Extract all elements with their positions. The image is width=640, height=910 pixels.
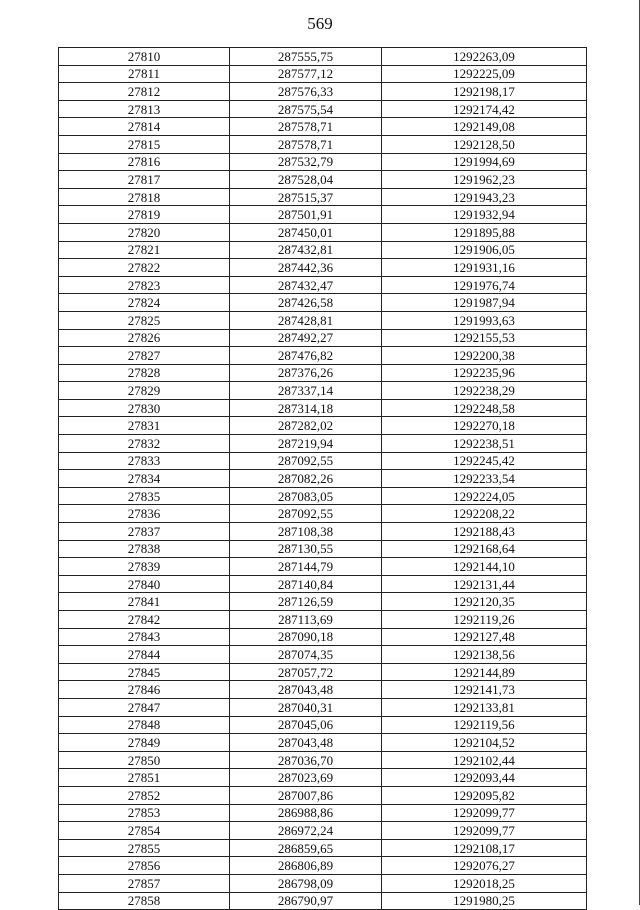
table-row xyxy=(59,65,587,83)
y-coordinate-cell: 1291994,69 xyxy=(382,153,587,171)
table-row xyxy=(59,523,587,541)
point-number-cell: 27830 xyxy=(59,399,230,417)
x-coordinate-cell: 287043,48 xyxy=(230,734,382,752)
x-coordinate-cell: 286859,65 xyxy=(230,839,382,857)
point-number-cell: 27839 xyxy=(59,558,230,576)
table-row xyxy=(59,153,587,171)
page-number: 569 xyxy=(307,14,333,33)
table-row xyxy=(59,734,587,752)
y-coordinate-cell: 1292120,35 xyxy=(382,593,587,611)
x-coordinate-cell: 287113,69 xyxy=(230,611,382,629)
x-coordinate-cell: 287376,26 xyxy=(230,364,382,382)
point-number-cell: 27841 xyxy=(59,593,230,611)
point-number-cell: 27834 xyxy=(59,470,230,488)
x-coordinate-cell: 286972,24 xyxy=(230,822,382,840)
y-coordinate-cell: 1292076,27 xyxy=(382,857,587,875)
y-coordinate-cell: 1292248,58 xyxy=(382,399,587,417)
point-number-cell: 27828 xyxy=(59,364,230,382)
point-number-cell: 27842 xyxy=(59,611,230,629)
x-coordinate-cell: 286790,97 xyxy=(230,892,382,910)
point-number-cell: 27824 xyxy=(59,294,230,312)
table-row xyxy=(59,399,587,417)
x-coordinate-cell: 287045,06 xyxy=(230,716,382,734)
table-row xyxy=(59,786,587,804)
table-row xyxy=(59,100,587,118)
point-number-cell: 27822 xyxy=(59,259,230,277)
point-number-cell: 27832 xyxy=(59,435,230,453)
x-coordinate-cell: 287432,81 xyxy=(230,241,382,259)
table-row xyxy=(59,364,587,382)
point-number-cell: 27829 xyxy=(59,382,230,400)
x-coordinate-cell: 287108,38 xyxy=(230,523,382,541)
point-number-cell: 27844 xyxy=(59,646,230,664)
y-coordinate-cell: 1291932,94 xyxy=(382,206,587,224)
point-number-cell: 27857 xyxy=(59,874,230,892)
y-coordinate-cell: 1292131,44 xyxy=(382,575,587,593)
y-coordinate-cell: 1292099,77 xyxy=(382,822,587,840)
table-row xyxy=(59,839,587,857)
point-number-cell: 27814 xyxy=(59,118,230,136)
x-coordinate-cell: 287428,81 xyxy=(230,311,382,329)
point-number-cell: 27823 xyxy=(59,276,230,294)
y-coordinate-cell: 1292174,42 xyxy=(382,100,587,118)
point-number-cell: 27835 xyxy=(59,487,230,505)
y-coordinate-cell: 1291987,94 xyxy=(382,294,587,312)
y-coordinate-cell: 1292270,18 xyxy=(382,417,587,435)
y-coordinate-cell: 1292155,53 xyxy=(382,329,587,347)
point-number-cell: 27810 xyxy=(59,48,230,66)
point-number-cell: 27853 xyxy=(59,804,230,822)
y-coordinate-cell: 1291895,88 xyxy=(382,223,587,241)
table-row xyxy=(59,716,587,734)
table-row xyxy=(59,698,587,716)
x-coordinate-cell: 287092,55 xyxy=(230,452,382,470)
table-row xyxy=(59,83,587,101)
table-row xyxy=(59,874,587,892)
x-coordinate-cell: 287515,37 xyxy=(230,188,382,206)
point-number-cell: 27855 xyxy=(59,839,230,857)
y-coordinate-cell: 1291962,23 xyxy=(382,171,587,189)
table-row xyxy=(59,822,587,840)
table-row xyxy=(59,171,587,189)
x-coordinate-cell: 287074,35 xyxy=(230,646,382,664)
point-number-cell: 27847 xyxy=(59,698,230,716)
point-number-cell: 27849 xyxy=(59,734,230,752)
table-row xyxy=(59,681,587,699)
table-row xyxy=(59,417,587,435)
point-number-cell: 27845 xyxy=(59,663,230,681)
y-coordinate-cell: 1292238,51 xyxy=(382,435,587,453)
table-row xyxy=(59,223,587,241)
x-coordinate-cell: 287492,27 xyxy=(230,329,382,347)
point-number-cell: 27812 xyxy=(59,83,230,101)
y-coordinate-cell: 1292138,56 xyxy=(382,646,587,664)
y-coordinate-cell: 1291976,74 xyxy=(382,276,587,294)
point-number-cell: 27833 xyxy=(59,452,230,470)
table-row xyxy=(59,259,587,277)
x-coordinate-cell: 287082,26 xyxy=(230,470,382,488)
table-row xyxy=(59,135,587,153)
x-coordinate-cell: 287432,47 xyxy=(230,276,382,294)
point-number-cell: 27816 xyxy=(59,153,230,171)
point-number-cell: 27851 xyxy=(59,769,230,787)
table-row xyxy=(59,751,587,769)
y-coordinate-cell: 1292108,17 xyxy=(382,839,587,857)
y-coordinate-cell: 1291980,25 xyxy=(382,892,587,910)
table-row xyxy=(59,347,587,365)
coordinates-table xyxy=(58,47,587,910)
y-coordinate-cell: 1292168,64 xyxy=(382,540,587,558)
point-number-cell: 27858 xyxy=(59,892,230,910)
point-number-cell: 27821 xyxy=(59,241,230,259)
table-row xyxy=(59,769,587,787)
point-number-cell: 27848 xyxy=(59,716,230,734)
coordinates-table-body xyxy=(59,48,587,910)
table-row xyxy=(59,188,587,206)
table-row xyxy=(59,628,587,646)
x-coordinate-cell: 287130,55 xyxy=(230,540,382,558)
point-number-cell: 27836 xyxy=(59,505,230,523)
x-coordinate-cell: 287501,91 xyxy=(230,206,382,224)
y-coordinate-cell: 1292119,26 xyxy=(382,611,587,629)
point-number-cell: 27819 xyxy=(59,206,230,224)
table-row xyxy=(59,329,587,347)
table-row xyxy=(59,646,587,664)
table-row xyxy=(59,593,587,611)
x-coordinate-cell: 287442,36 xyxy=(230,259,382,277)
table-row xyxy=(59,540,587,558)
x-coordinate-cell: 287532,79 xyxy=(230,153,382,171)
x-coordinate-cell: 287126,59 xyxy=(230,593,382,611)
point-number-cell: 27843 xyxy=(59,628,230,646)
table-row xyxy=(59,804,587,822)
x-coordinate-cell: 287426,58 xyxy=(230,294,382,312)
x-coordinate-cell: 286988,86 xyxy=(230,804,382,822)
y-coordinate-cell: 1292095,82 xyxy=(382,786,587,804)
point-number-cell: 27815 xyxy=(59,135,230,153)
y-coordinate-cell: 1292102,44 xyxy=(382,751,587,769)
y-coordinate-cell: 1292225,09 xyxy=(382,65,587,83)
point-number-cell: 27852 xyxy=(59,786,230,804)
table-row xyxy=(59,311,587,329)
table-row xyxy=(59,206,587,224)
y-coordinate-cell: 1292127,48 xyxy=(382,628,587,646)
x-coordinate-cell: 287578,71 xyxy=(230,118,382,136)
y-coordinate-cell: 1292188,43 xyxy=(382,523,587,541)
point-number-cell: 27820 xyxy=(59,223,230,241)
y-coordinate-cell: 1292018,25 xyxy=(382,874,587,892)
x-coordinate-cell: 287083,05 xyxy=(230,487,382,505)
y-coordinate-cell: 1291943,23 xyxy=(382,188,587,206)
point-number-cell: 27818 xyxy=(59,188,230,206)
point-number-cell: 27817 xyxy=(59,171,230,189)
x-coordinate-cell: 287040,31 xyxy=(230,698,382,716)
y-coordinate-cell: 1292235,96 xyxy=(382,364,587,382)
x-coordinate-cell: 287578,71 xyxy=(230,135,382,153)
table-row xyxy=(59,487,587,505)
y-coordinate-cell: 1291931,16 xyxy=(382,259,587,277)
y-coordinate-cell: 1292200,38 xyxy=(382,347,587,365)
table-row xyxy=(59,470,587,488)
x-coordinate-cell: 286798,09 xyxy=(230,874,382,892)
table-row xyxy=(59,48,587,66)
x-coordinate-cell: 287219,94 xyxy=(230,435,382,453)
y-coordinate-cell: 1292198,17 xyxy=(382,83,587,101)
x-coordinate-cell: 287314,18 xyxy=(230,399,382,417)
table-row xyxy=(59,611,587,629)
point-number-cell: 27854 xyxy=(59,822,230,840)
x-coordinate-cell: 287575,54 xyxy=(230,100,382,118)
y-coordinate-cell: 1292245,42 xyxy=(382,452,587,470)
y-coordinate-cell: 1292144,89 xyxy=(382,663,587,681)
y-coordinate-cell: 1292141,73 xyxy=(382,681,587,699)
y-coordinate-cell: 1292104,52 xyxy=(382,734,587,752)
x-coordinate-cell: 286806,89 xyxy=(230,857,382,875)
x-coordinate-cell: 287023,69 xyxy=(230,769,382,787)
x-coordinate-cell: 287476,82 xyxy=(230,347,382,365)
x-coordinate-cell: 287036,70 xyxy=(230,751,382,769)
table-row xyxy=(59,118,587,136)
table-row xyxy=(59,294,587,312)
y-coordinate-cell: 1292133,81 xyxy=(382,698,587,716)
table-row xyxy=(59,241,587,259)
x-coordinate-cell: 287555,75 xyxy=(230,48,382,66)
y-coordinate-cell: 1292208,22 xyxy=(382,505,587,523)
table-row xyxy=(59,857,587,875)
point-number-cell: 27827 xyxy=(59,347,230,365)
table-row xyxy=(59,382,587,400)
y-coordinate-cell: 1292099,77 xyxy=(382,804,587,822)
y-coordinate-cell: 1292128,50 xyxy=(382,135,587,153)
x-coordinate-cell: 287282,02 xyxy=(230,417,382,435)
table-row xyxy=(59,575,587,593)
x-coordinate-cell: 287057,72 xyxy=(230,663,382,681)
y-coordinate-cell: 1291906,05 xyxy=(382,241,587,259)
point-number-cell: 27826 xyxy=(59,329,230,347)
table-row xyxy=(59,435,587,453)
x-coordinate-cell: 287043,48 xyxy=(230,681,382,699)
x-coordinate-cell: 287528,04 xyxy=(230,171,382,189)
table-row xyxy=(59,558,587,576)
point-number-cell: 27840 xyxy=(59,575,230,593)
x-coordinate-cell: 287140,84 xyxy=(230,575,382,593)
table-row xyxy=(59,505,587,523)
table-row xyxy=(59,663,587,681)
x-coordinate-cell: 287092,55 xyxy=(230,505,382,523)
y-coordinate-cell: 1292119,56 xyxy=(382,716,587,734)
table-row xyxy=(59,892,587,910)
point-number-cell: 27850 xyxy=(59,751,230,769)
table-row xyxy=(59,276,587,294)
point-number-cell: 27837 xyxy=(59,523,230,541)
table-row xyxy=(59,452,587,470)
x-coordinate-cell: 287576,33 xyxy=(230,83,382,101)
y-coordinate-cell: 1292144,10 xyxy=(382,558,587,576)
point-number-cell: 27846 xyxy=(59,681,230,699)
point-number-cell: 27831 xyxy=(59,417,230,435)
y-coordinate-cell: 1292149,08 xyxy=(382,118,587,136)
y-coordinate-cell: 1292263,09 xyxy=(382,48,587,66)
y-coordinate-cell: 1292238,29 xyxy=(382,382,587,400)
point-number-cell: 27856 xyxy=(59,857,230,875)
x-coordinate-cell: 287090,18 xyxy=(230,628,382,646)
x-coordinate-cell: 287450,01 xyxy=(230,223,382,241)
y-coordinate-cell: 1292224,05 xyxy=(382,487,587,505)
x-coordinate-cell: 287007,86 xyxy=(230,786,382,804)
point-number-cell: 27838 xyxy=(59,540,230,558)
point-number-cell: 27825 xyxy=(59,311,230,329)
y-coordinate-cell: 1291993,63 xyxy=(382,311,587,329)
x-coordinate-cell: 287144,79 xyxy=(230,558,382,576)
y-coordinate-cell: 1292093,44 xyxy=(382,769,587,787)
point-number-cell: 27813 xyxy=(59,100,230,118)
y-coordinate-cell: 1292233,54 xyxy=(382,470,587,488)
x-coordinate-cell: 287577,12 xyxy=(230,65,382,83)
point-number-cell: 27811 xyxy=(59,65,230,83)
x-coordinate-cell: 287337,14 xyxy=(230,382,382,400)
